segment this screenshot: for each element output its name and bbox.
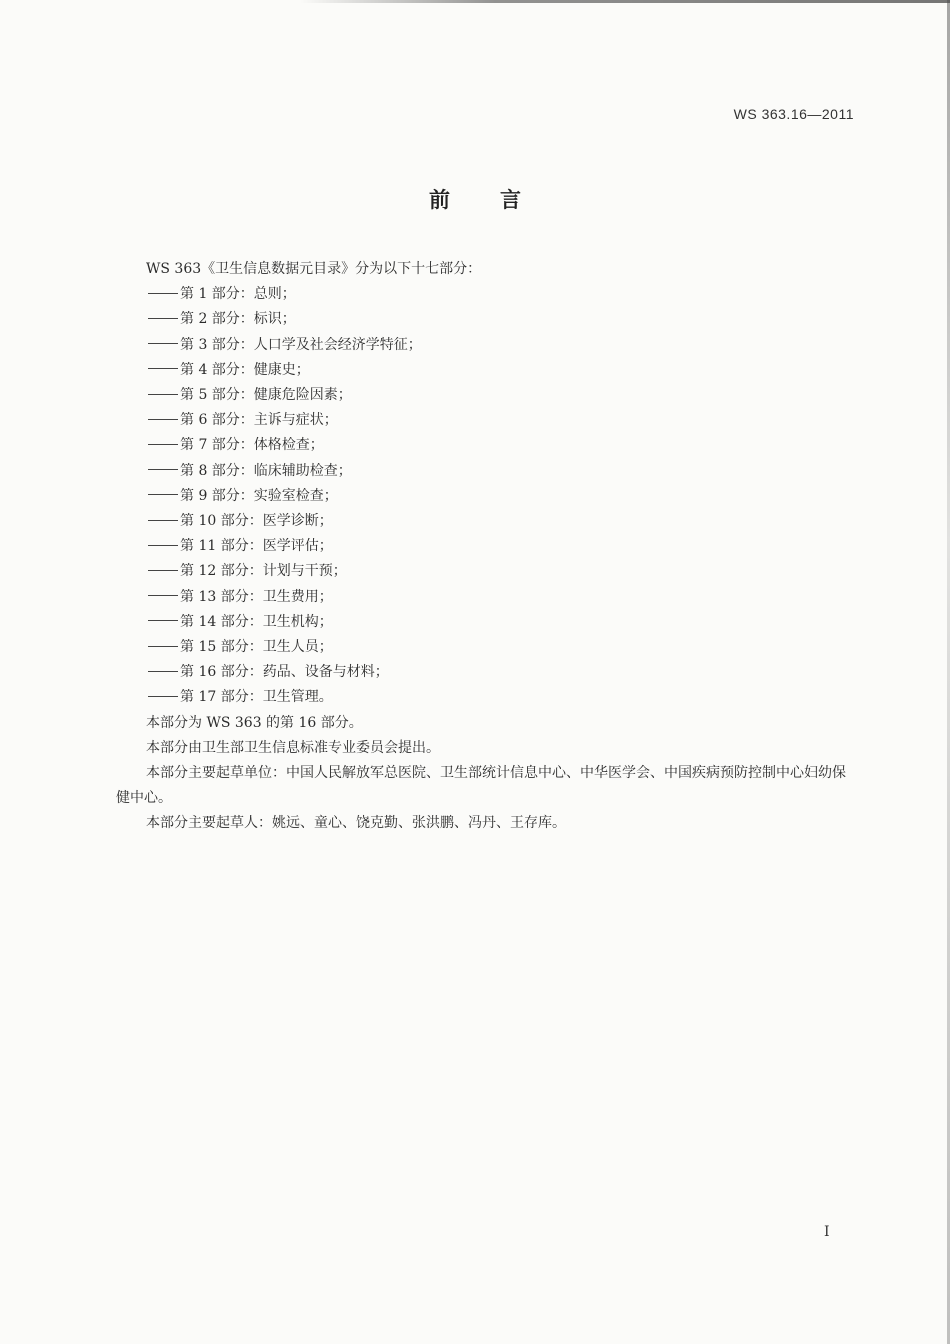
page-title-char-1: 前 (429, 188, 450, 212)
list-item-text: 第 6 部分：主诉与症状； (180, 412, 338, 429)
list-dash (148, 570, 178, 571)
list-dash (148, 696, 178, 697)
list-item-text: 第 8 部分：临床辅助检查； (180, 462, 352, 479)
list-dash (148, 494, 178, 495)
list-dash (148, 671, 178, 672)
list-item (116, 307, 856, 332)
list-item (116, 610, 856, 635)
list-dash (148, 394, 178, 395)
list-item (116, 534, 856, 559)
list-item-text: 第 15 部分：卫生人员； (180, 639, 333, 656)
list-item (116, 433, 856, 458)
list-item-text: 第 1 部分：总则； (180, 286, 296, 303)
list-item-text: 第 12 部分：计划与干预； (180, 563, 347, 580)
list-item (116, 685, 856, 710)
parts-list (116, 282, 856, 710)
list-item-text: 第 9 部分：实验室检查； (180, 487, 338, 504)
list-item (116, 585, 856, 610)
list-item-text: 第 2 部分：标识； (180, 311, 296, 328)
page-title (0, 184, 950, 214)
list-item (116, 484, 856, 509)
list-item (116, 333, 856, 358)
list-dash (148, 343, 178, 344)
list-item (116, 509, 856, 534)
list-dash (148, 444, 178, 445)
part-of-paragraph: 本部分为 WS 363 的第 16 部分。 (146, 714, 363, 731)
list-item (116, 459, 856, 484)
list-item-text: 第 16 部分：药品、设备与材料； (180, 664, 389, 681)
drafting-units-paragraph: 本部分主要起草单位：中国人民解放军总医院、卫生部统计信息中心、中华医学会、中国疾病预防控制中心妇幼保健中心。 (116, 765, 846, 807)
list-dash (148, 620, 178, 621)
list-item (116, 282, 856, 307)
list-item-text: 第 17 部分：卫生管理。 (180, 689, 333, 706)
list-item (116, 635, 856, 660)
standard-code: WS 363.16—2011 (733, 106, 854, 122)
list-item-text: 第 11 部分：医学评估； (180, 538, 333, 555)
list-dash (148, 545, 178, 546)
list-item-text: 第 14 部分：卫生机构； (180, 613, 333, 630)
list-dash (148, 646, 178, 647)
list-item-text: 第 7 部分：体格检查； (180, 437, 324, 454)
list-dash (148, 469, 178, 470)
list-dash (148, 368, 178, 369)
list-item (116, 383, 856, 408)
foreword-body (116, 257, 856, 837)
list-item (116, 660, 856, 685)
list-item (116, 408, 856, 433)
list-dash (148, 595, 178, 596)
list-dash (148, 318, 178, 319)
list-item-text: 第 13 部分：卫生费用； (180, 588, 333, 605)
proposed-by-paragraph: 本部分由卫生部卫生信息标准专业委员会提出。 (146, 739, 440, 756)
list-dash (148, 520, 178, 521)
list-item (116, 358, 856, 383)
list-dash (148, 419, 178, 420)
intro-paragraph: WS 363《卫生信息数据元目录》分为以下十七部分： (146, 261, 482, 277)
page-title-char-2: 言 (500, 188, 521, 212)
scan-edge-top (300, 0, 950, 3)
page-number: I (824, 1224, 830, 1240)
list-item-text: 第 4 部分：健康史； (180, 361, 310, 378)
drafters-paragraph: 本部分主要起草人：姚远、童心、饶克勤、张洪鹏、冯丹、王存库。 (146, 815, 566, 832)
list-item-text: 第 10 部分：医学诊断； (180, 513, 333, 530)
list-dash (148, 293, 178, 294)
list-item-text: 第 3 部分：人口学及社会经济学特征； (180, 336, 422, 353)
list-item (116, 559, 856, 584)
list-item-text: 第 5 部分：健康危险因素； (180, 387, 352, 404)
